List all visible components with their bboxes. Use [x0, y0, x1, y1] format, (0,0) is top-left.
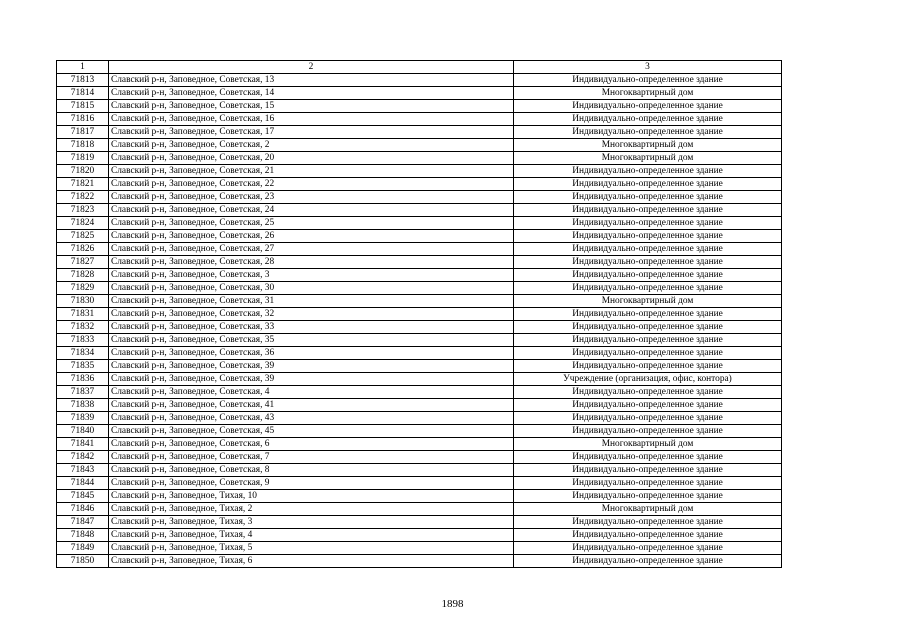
object-type-cell: Индивидуально-определенное здание — [514, 256, 782, 269]
object-type-cell: Индивидуально-определенное здание — [514, 542, 782, 555]
table-row — [57, 334, 782, 347]
address-cell: Славский р-н, Заповедное, Советская, 8 — [109, 464, 514, 477]
table-row — [57, 451, 782, 464]
object-type-cell: Индивидуально-определенное здание — [514, 321, 782, 334]
address-cell: Славский р-н, Заповедное, Советская, 20 — [109, 152, 514, 165]
object-type-cell: Индивидуально-определенное здание — [514, 191, 782, 204]
address-cell: Славский р-н, Заповедное, Тихая, 2 — [109, 503, 514, 516]
object-type-cell: Индивидуально-определенное здание — [514, 386, 782, 399]
table-row — [57, 230, 782, 243]
address-cell: Славский р-н, Заповедное, Советская, 2 — [109, 139, 514, 152]
address-cell: Славский р-н, Заповедное, Советская, 22 — [109, 178, 514, 191]
object-type-cell: Индивидуально-определенное здание — [514, 230, 782, 243]
address-cell: Славский р-н, Заповедное, Советская, 28 — [109, 256, 514, 269]
row-number-cell: 71819 — [57, 152, 109, 165]
table-body — [57, 74, 782, 568]
row-number-cell: 71826 — [57, 243, 109, 256]
address-cell: Славский р-н, Заповедное, Тихая, 4 — [109, 529, 514, 542]
address-cell: Славский р-н, Заповедное, Советская, 25 — [109, 217, 514, 230]
address-cell: Славский р-н, Заповедное, Тихая, 5 — [109, 542, 514, 555]
address-cell: Славский р-н, Заповедное, Советская, 15 — [109, 100, 514, 113]
row-number-cell: 71828 — [57, 269, 109, 282]
row-number-cell: 71822 — [57, 191, 109, 204]
object-type-cell: Индивидуально-определенное здание — [514, 464, 782, 477]
address-cell: Славский р-н, Заповедное, Советская, 6 — [109, 438, 514, 451]
row-number-cell: 71814 — [57, 87, 109, 100]
address-cell: Славский р-н, Заповедное, Советская, 39 — [109, 360, 514, 373]
address-cell: Славский р-н, Заповедное, Советская, 21 — [109, 165, 514, 178]
table-row — [57, 126, 782, 139]
address-cell: Славский р-н, Заповедное, Советская, 35 — [109, 334, 514, 347]
table-row — [57, 308, 782, 321]
table-row — [57, 464, 782, 477]
column-header-address: 2 — [109, 61, 514, 74]
object-type-cell: Индивидуально-определенное здание — [514, 412, 782, 425]
address-cell: Славский р-н, Заповедное, Советская, 26 — [109, 230, 514, 243]
table-row — [57, 503, 782, 516]
address-cell: Славский р-н, Заповедное, Советская, 16 — [109, 113, 514, 126]
table-row — [57, 529, 782, 542]
address-cell: Славский р-н, Заповедное, Советская, 24 — [109, 204, 514, 217]
object-type-cell: Индивидуально-определенное здание — [514, 74, 782, 87]
row-number-cell: 71836 — [57, 373, 109, 386]
object-type-cell: Индивидуально-определенное здание — [514, 100, 782, 113]
table-row — [57, 477, 782, 490]
object-type-cell: Индивидуально-определенное здание — [514, 360, 782, 373]
row-number-cell: 71843 — [57, 464, 109, 477]
table-row — [57, 321, 782, 334]
table-row — [57, 256, 782, 269]
row-number-cell: 71842 — [57, 451, 109, 464]
row-number-cell: 71823 — [57, 204, 109, 217]
object-type-cell: Индивидуально-определенное здание — [514, 399, 782, 412]
address-cell: Славский р-н, Заповедное, Тихая, 3 — [109, 516, 514, 529]
table-row — [57, 373, 782, 386]
table-row — [57, 139, 782, 152]
row-number-cell: 71818 — [57, 139, 109, 152]
page-number: 1898 — [441, 598, 464, 610]
row-number-cell: 71834 — [57, 347, 109, 360]
address-cell: Славский р-н, Заповедное, Советская, 14 — [109, 87, 514, 100]
address-cell: Славский р-н, Заповедное, Советская, 17 — [109, 126, 514, 139]
row-number-cell: 71850 — [57, 555, 109, 568]
table-row — [57, 152, 782, 165]
row-number-cell: 71838 — [57, 399, 109, 412]
object-type-cell: Индивидуально-определенное здание — [514, 334, 782, 347]
table-row — [57, 399, 782, 412]
object-type-cell: Индивидуально-определенное здание — [514, 204, 782, 217]
row-number-cell: 71820 — [57, 165, 109, 178]
object-type-cell: Многоквартирный дом — [514, 503, 782, 516]
object-type-cell: Индивидуально-определенное здание — [514, 165, 782, 178]
column-header-type: 3 — [514, 61, 782, 74]
object-type-cell: Индивидуально-определенное здание — [514, 425, 782, 438]
row-number-cell: 71837 — [57, 386, 109, 399]
object-type-cell: Многоквартирный дом — [514, 152, 782, 165]
address-cell: Славский р-н, Заповедное, Тихая, 10 — [109, 490, 514, 503]
object-type-cell: Индивидуально-определенное здание — [514, 113, 782, 126]
table-row — [57, 100, 782, 113]
row-number-cell: 71833 — [57, 334, 109, 347]
object-type-cell: Индивидуально-определенное здание — [514, 269, 782, 282]
row-number-cell: 71831 — [57, 308, 109, 321]
address-cell: Славский р-н, Заповедное, Советская, 36 — [109, 347, 514, 360]
table-row — [57, 191, 782, 204]
column-header-number: 1 — [57, 61, 109, 74]
object-type-cell: Индивидуально-определенное здание — [514, 555, 782, 568]
object-type-cell: Индивидуально-определенное здание — [514, 178, 782, 191]
object-type-cell: Индивидуально-определенное здание — [514, 451, 782, 464]
address-cell: Славский р-н, Заповедное, Советская, 45 — [109, 425, 514, 438]
table-row — [57, 386, 782, 399]
table-row — [57, 360, 782, 373]
table-row — [57, 347, 782, 360]
object-type-cell: Индивидуально-определенное здание — [514, 126, 782, 139]
object-type-cell: Индивидуально-определенное здание — [514, 282, 782, 295]
address-cell: Славский р-н, Заповедное, Советская, 27 — [109, 243, 514, 256]
table-row — [57, 165, 782, 178]
address-cell: Славский р-н, Заповедное, Советская, 41 — [109, 399, 514, 412]
address-cell: Славский р-н, Заповедное, Тихая, 6 — [109, 555, 514, 568]
object-type-cell: Многоквартирный дом — [514, 87, 782, 100]
object-type-cell: Индивидуально-определенное здание — [514, 490, 782, 503]
address-cell: Славский р-н, Заповедное, Советская, 4 — [109, 386, 514, 399]
object-type-cell: Индивидуально-определенное здание — [514, 308, 782, 321]
row-number-cell: 71824 — [57, 217, 109, 230]
address-cell: Славский р-н, Заповедное, Советская, 7 — [109, 451, 514, 464]
table-row — [57, 542, 782, 555]
table-row — [57, 555, 782, 568]
row-number-cell: 71835 — [57, 360, 109, 373]
row-number-cell: 71846 — [57, 503, 109, 516]
row-number-cell: 71841 — [57, 438, 109, 451]
table-row — [57, 490, 782, 503]
row-number-cell: 71830 — [57, 295, 109, 308]
address-cell: Славский р-н, Заповедное, Советская, 13 — [109, 74, 514, 87]
address-cell: Славский р-н, Заповедное, Советская, 3 — [109, 269, 514, 282]
table-row — [57, 295, 782, 308]
row-number-cell: 71815 — [57, 100, 109, 113]
object-type-cell: Индивидуально-определенное здание — [514, 516, 782, 529]
object-type-cell: Индивидуально-определенное здание — [514, 217, 782, 230]
row-number-cell: 71847 — [57, 516, 109, 529]
object-type-cell: Индивидуально-определенное здание — [514, 347, 782, 360]
table-row — [57, 243, 782, 256]
object-type-cell: Многоквартирный дом — [514, 139, 782, 152]
row-number-cell: 71827 — [57, 256, 109, 269]
address-cell: Славский р-н, Заповедное, Советская, 43 — [109, 412, 514, 425]
table-row — [57, 269, 782, 282]
object-type-cell: Индивидуально-определенное здание — [514, 529, 782, 542]
row-number-cell: 71832 — [57, 321, 109, 334]
table-row — [57, 438, 782, 451]
row-number-cell: 71813 — [57, 74, 109, 87]
object-type-cell: Индивидуально-определенное здание — [514, 477, 782, 490]
object-type-cell: Многоквартирный дом — [514, 295, 782, 308]
table-row — [57, 113, 782, 126]
table-row — [57, 204, 782, 217]
table-row — [57, 412, 782, 425]
row-number-cell: 71840 — [57, 425, 109, 438]
row-number-cell: 71825 — [57, 230, 109, 243]
row-number-cell: 71845 — [57, 490, 109, 503]
table-row — [57, 516, 782, 529]
table-row — [57, 282, 782, 295]
address-cell: Славский р-н, Заповедное, Советская, 33 — [109, 321, 514, 334]
table-row — [57, 74, 782, 87]
row-number-cell: 71816 — [57, 113, 109, 126]
object-type-cell: Индивидуально-определенное здание — [514, 243, 782, 256]
table-row — [57, 178, 782, 191]
table-row — [57, 217, 782, 230]
row-number-cell: 71829 — [57, 282, 109, 295]
address-cell: Славский р-н, Заповедное, Советская, 9 — [109, 477, 514, 490]
header-row — [57, 61, 782, 74]
object-type-cell: Учреждение (организация, офис, контора) — [514, 373, 782, 386]
row-number-cell: 71817 — [57, 126, 109, 139]
row-number-cell: 71848 — [57, 529, 109, 542]
row-number-cell: 71849 — [57, 542, 109, 555]
object-type-cell: Многоквартирный дом — [514, 438, 782, 451]
row-number-cell: 71839 — [57, 412, 109, 425]
address-cell: Славский р-н, Заповедное, Советская, 31 — [109, 295, 514, 308]
table-row — [57, 87, 782, 100]
address-cell: Славский р-н, Заповедное, Советская, 23 — [109, 191, 514, 204]
address-cell: Славский р-н, Заповедное, Советская, 30 — [109, 282, 514, 295]
address-cell: Славский р-н, Заповедное, Советская, 32 — [109, 308, 514, 321]
row-number-cell: 71844 — [57, 477, 109, 490]
table-header — [57, 61, 782, 74]
registry-table — [56, 60, 782, 568]
address-cell: Славский р-н, Заповедное, Советская, 39 — [109, 373, 514, 386]
table-row — [57, 425, 782, 438]
row-number-cell: 71821 — [57, 178, 109, 191]
